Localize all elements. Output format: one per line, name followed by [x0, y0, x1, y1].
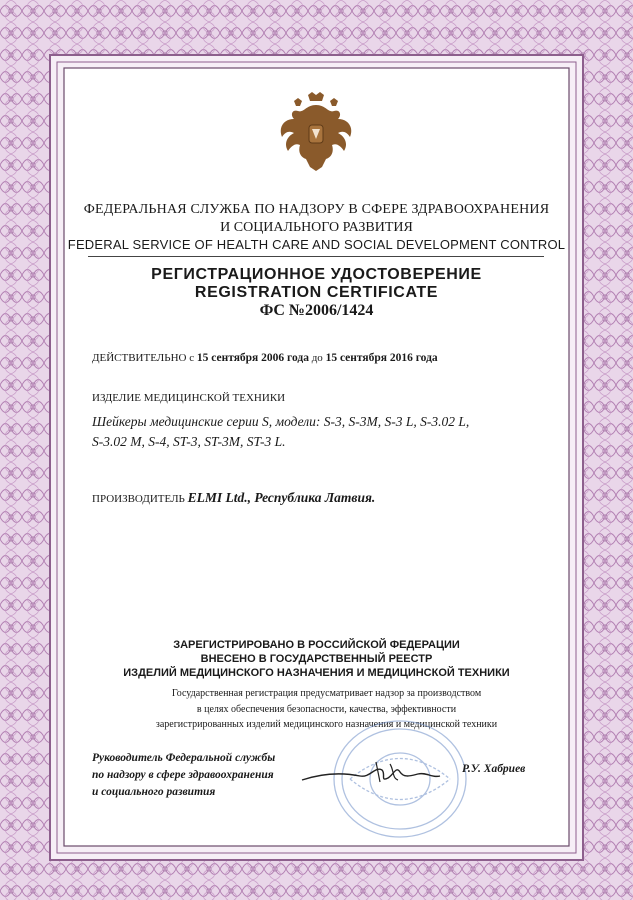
- manufacturer-label: ПРОИЗВОДИТЕЛЬ: [92, 493, 185, 505]
- agency-name-en: FEDERAL SERVICE OF HEALTH CARE AND SOCIAL DEVELOPMENT CONTROL: [67, 237, 566, 252]
- validity-to-label: до: [311, 352, 323, 364]
- validity-line: [92, 352, 438, 364]
- validity-label: ДЕЙСТВИТЕЛЬНО с: [92, 352, 195, 364]
- registration-line-3: ИЗДЕЛИЙ МЕДИЦИНСКОГО НАЗНАЧЕНИЯ И МЕДИЦИНСКОЙ ТЕХНИКИ: [123, 667, 510, 679]
- certificate-title-ru: РЕГИСТРАЦИОННОЕ УДОСТОВЕРЕНИЕ: [151, 266, 482, 283]
- note-line-2: в целях обеспечения безопасности, качества, эффективности: [196, 704, 457, 715]
- validity-to: 15 сентября 2016 года: [325, 352, 438, 364]
- product-line-2: S-3.02 M, S-4, ST-3, ST-3M, ST-3 L.: [92, 434, 286, 449]
- agency-name-ru-line1: ФЕДЕРАЛЬНАЯ СЛУЖБА ПО НАДЗОРУ В СФЕРЕ ЗДРАВООХРАНЕНИЯ: [83, 202, 550, 217]
- signatory-title-line-1: Руководитель Федеральной службы: [92, 752, 276, 764]
- product-line-1: Шейкеры медицинские серии S, модели: S-3, S-3M, S-3 L, S-3.02 L,: [92, 414, 470, 429]
- note-line-1: Государственная регистрация предусматривает надзор за производством: [171, 688, 482, 699]
- product-label: ИЗДЕЛИЕ МЕДИЦИНСКОЙ ТЕХНИКИ: [92, 392, 286, 404]
- note-line-3: зарегистрированных изделий медицинского назначения и медицинской техники: [155, 719, 498, 730]
- signatory-title: [92, 750, 275, 801]
- registration-line-1: ЗАРЕГИСТРИРОВАНО В РОССИЙСКОЙ ФЕДЕРАЦИИ: [173, 639, 460, 651]
- signatory-name: Р.У. Хабриев: [462, 763, 526, 775]
- validity-from: 15 сентября 2006 года: [196, 352, 309, 364]
- manufacturer-line: [92, 490, 375, 506]
- agency-name-ru-line2: И СОЦИАЛЬНОГО РАЗВИТИЯ: [220, 220, 413, 235]
- double-headed-eagle-emblem: [276, 91, 356, 177]
- certificate-number: ФС №2006/1424: [259, 302, 374, 319]
- signature: [300, 752, 465, 792]
- signatory-title-line-3: и социального развития: [92, 786, 216, 798]
- registration-line-2: ВНЕСЕНО В ГОСУДАРСТВЕННЫЙ РЕЕСТР: [200, 653, 433, 665]
- certificate-title-en: REGISTRATION CERTIFICATE: [194, 284, 439, 301]
- header-divider: [88, 256, 544, 257]
- manufacturer-value: ELMI Ltd., Республика Латвия.: [187, 490, 376, 505]
- product-description: [92, 412, 532, 452]
- signatory-title-line-2: по надзору в сфере здравоохранения: [92, 769, 274, 781]
